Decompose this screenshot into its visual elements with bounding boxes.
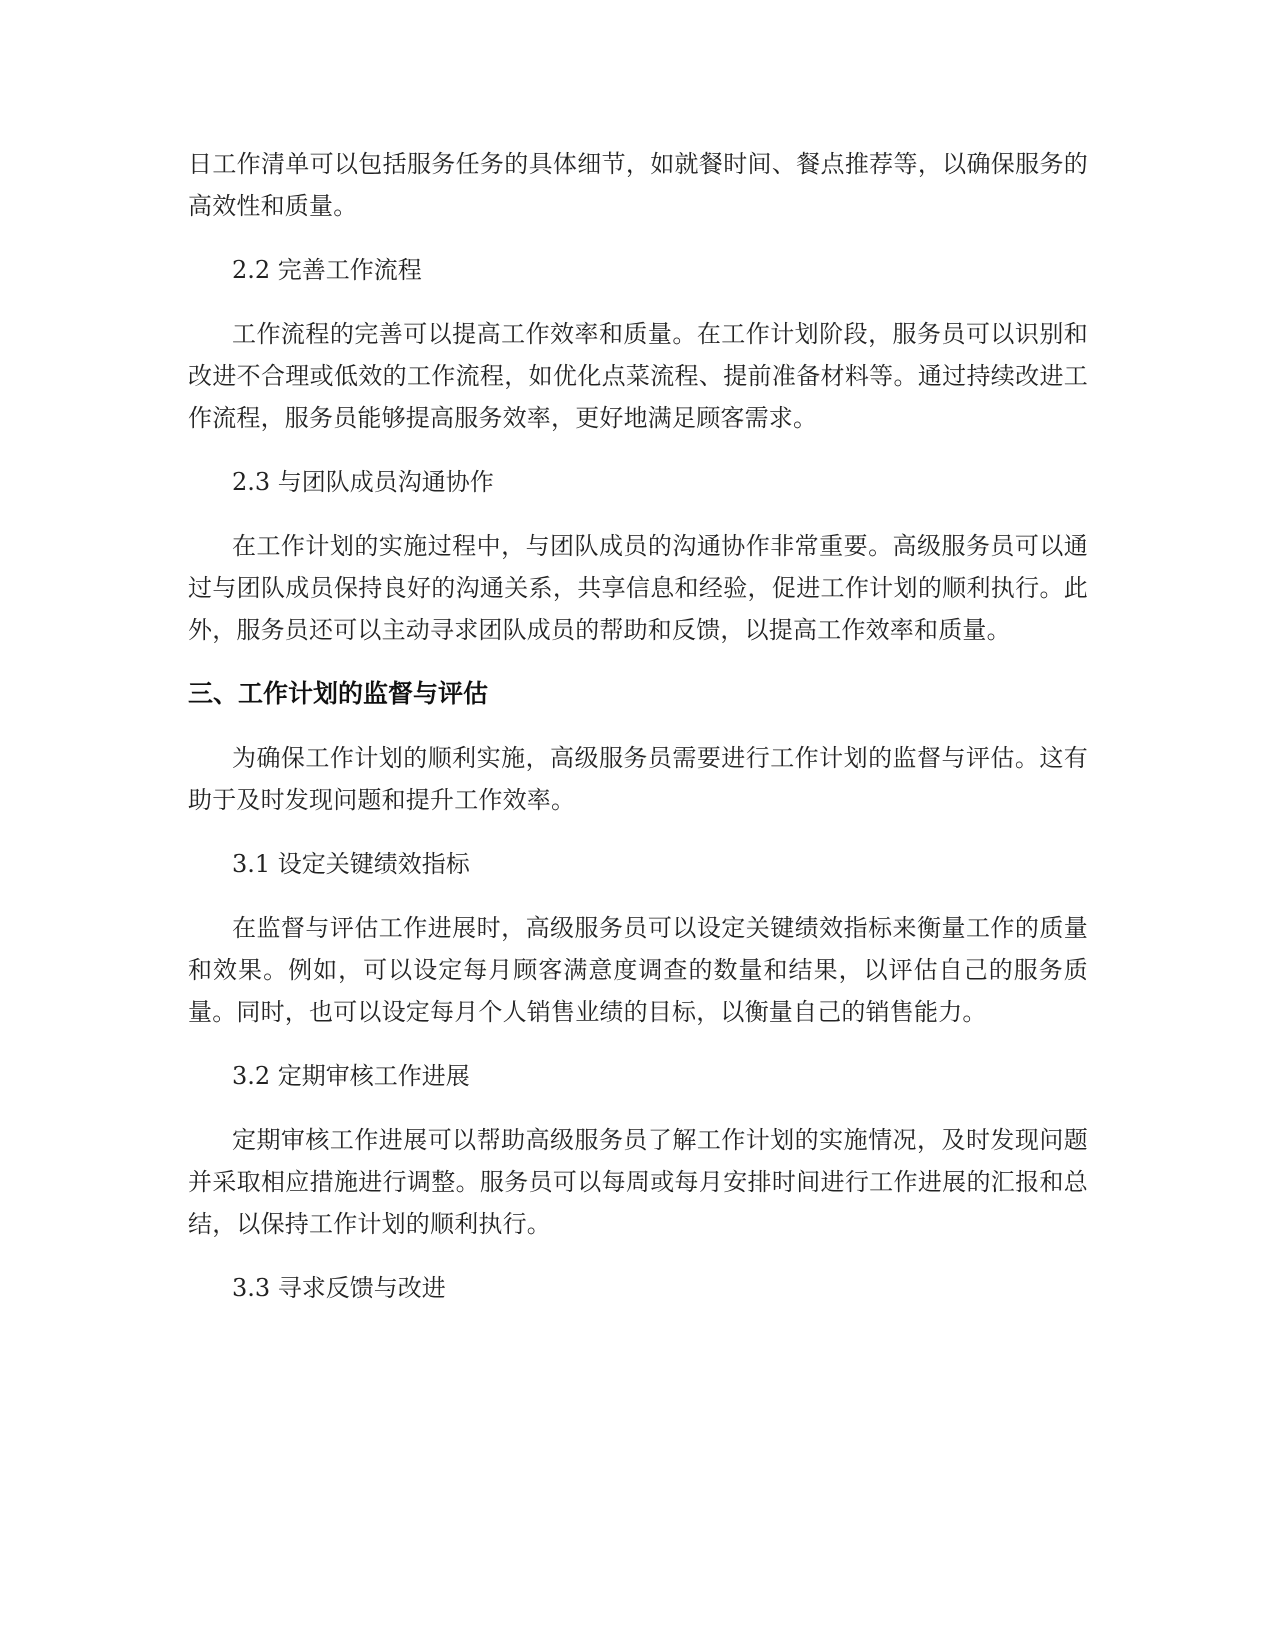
- paragraph-kpi: 在监督与评估工作进展时，高级服务员可以设定关键绩效指标来衡量工作的质量和效果。例如，可以设定每月顾客满意度调查的数量和结果，以评估自己的服务质量。同时，也可以设定每月个人销售业绩的目标，以衡量自己的销售能力。: [188, 914, 1088, 1026]
- subheading-2-3: 2.3 与团队成员沟通协作: [232, 468, 494, 496]
- subheading-3-2: 3.2 定期审核工作进展: [232, 1062, 470, 1090]
- section-heading-3: 三、工作计划的监督与评估: [188, 679, 489, 708]
- subheading-2-2: 2.2 完善工作流程: [232, 256, 422, 284]
- document-body: [188, 143, 1088, 1331]
- paragraph-progress-review: 定期审核工作进展可以帮助高级服务员了解工作计划的实施情况，及时发现问题并采取相应措施进行调整。服务员可以每周或每月安排时间进行工作进展的汇报和总结，以保持工作计划的顺利执行。: [188, 1126, 1088, 1238]
- subheading-3-3: 3.3 寻求反馈与改进: [232, 1274, 446, 1302]
- paragraph-workflow: 工作流程的完善可以提高工作效率和质量。在工作计划阶段，服务员可以识别和改进不合理或低效的工作流程，如优化点菜流程、提前准备材料等。通过持续改进工作流程，服务员能够提高服务效率，更好地满足顾客需求。: [188, 320, 1088, 432]
- paragraph-supervision-intro: 为确保工作计划的顺利实施，高级服务员需要进行工作计划的监督与评估。这有助于及时发现问题和提升工作效率。: [188, 744, 1088, 814]
- subheading-3-1: 3.1 设定关键绩效指标: [232, 850, 470, 878]
- paragraph-team-communication: 在工作计划的实施过程中，与团队成员的沟通协作非常重要。高级服务员可以通过与团队成员保持良好的沟通关系，共享信息和经验，促进工作计划的顺利执行。此外，服务员还可以主动寻求团队成员的帮助和反馈，以提高工作效率和质量。: [188, 532, 1088, 644]
- paragraph-work-checklist: 日工作清单可以包括服务任务的具体细节，如就餐时间、餐点推荐等，以确保服务的高效性和质量。: [188, 150, 1088, 220]
